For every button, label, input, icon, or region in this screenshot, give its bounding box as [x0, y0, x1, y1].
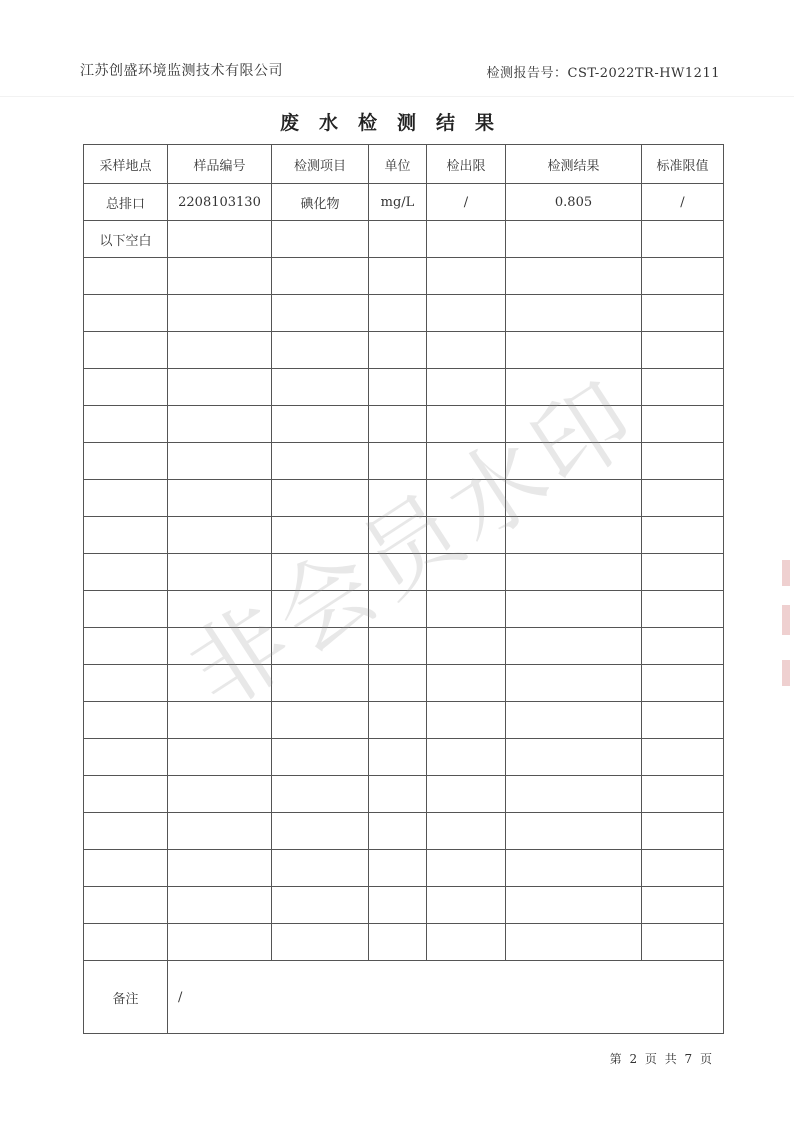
cell-test-item: 碘化物: [272, 184, 369, 221]
empty-cell: [369, 850, 427, 887]
empty-cell: [84, 776, 168, 813]
empty-cell: [642, 443, 724, 480]
empty-cell: [272, 813, 369, 850]
col-header-unit: 单位: [369, 145, 427, 184]
empty-cell: [642, 295, 724, 332]
empty-cell: [506, 480, 642, 517]
empty-cell: [84, 850, 168, 887]
empty-cell: [642, 332, 724, 369]
cell-result: 0.805: [506, 184, 642, 221]
cell-result: [506, 221, 642, 258]
empty-cell: [84, 517, 168, 554]
results-table: [83, 144, 724, 1034]
empty-cell: [84, 443, 168, 480]
empty-cell: [369, 480, 427, 517]
page-number: 第 2 页 共 7 页: [609, 1052, 714, 1066]
empty-cell: [506, 406, 642, 443]
empty-cell: [642, 887, 724, 924]
empty-cell: [369, 702, 427, 739]
empty-cell: [369, 776, 427, 813]
empty-cell: [168, 480, 272, 517]
empty-table-row: [84, 554, 724, 591]
empty-cell: [369, 332, 427, 369]
empty-cell: [272, 258, 369, 295]
empty-cell: [427, 776, 506, 813]
cell-detection-limit: /: [427, 184, 506, 221]
empty-cell: [369, 739, 427, 776]
empty-cell: [427, 702, 506, 739]
empty-cell: [272, 776, 369, 813]
empty-cell: [642, 591, 724, 628]
empty-cell: [506, 850, 642, 887]
empty-cell: [168, 406, 272, 443]
empty-cell: [642, 258, 724, 295]
empty-table-row: [84, 406, 724, 443]
empty-table-row: [84, 850, 724, 887]
empty-cell: [642, 924, 724, 961]
empty-cell: [272, 887, 369, 924]
empty-cell: [427, 258, 506, 295]
empty-cell: [84, 665, 168, 702]
col-header-sample-id: 样品编号: [168, 145, 272, 184]
empty-cell: [168, 887, 272, 924]
empty-cell: [427, 295, 506, 332]
empty-cell: [642, 739, 724, 776]
col-header-test-item: 检测项目: [272, 145, 369, 184]
empty-cell: [272, 554, 369, 591]
empty-cell: [369, 258, 427, 295]
empty-cell: [506, 924, 642, 961]
empty-cell: [427, 739, 506, 776]
empty-cell: [427, 406, 506, 443]
empty-cell: [506, 702, 642, 739]
empty-cell: [272, 443, 369, 480]
cell-unit: mg/L: [369, 184, 427, 221]
col-header-sampling-site: 采样地点: [84, 145, 168, 184]
company-name: 江苏创盛环境监测技术有限公司: [80, 63, 283, 79]
empty-table-row: [84, 924, 724, 961]
empty-cell: [272, 591, 369, 628]
empty-cell: [84, 332, 168, 369]
empty-table-row: [84, 258, 724, 295]
empty-cell: [427, 591, 506, 628]
empty-cell: [427, 850, 506, 887]
empty-cell: [642, 776, 724, 813]
empty-cell: [369, 591, 427, 628]
empty-cell: [272, 850, 369, 887]
empty-cell: [168, 591, 272, 628]
empty-cell: [168, 739, 272, 776]
remarks-label: 备注: [84, 961, 168, 1034]
empty-cell: [642, 813, 724, 850]
empty-cell: [506, 739, 642, 776]
edge-stamp-mark: [782, 560, 790, 586]
empty-cell: [84, 813, 168, 850]
cell-sample-id: 2208103130: [168, 184, 272, 221]
empty-cell: [272, 332, 369, 369]
empty-cell: [506, 665, 642, 702]
empty-cell: [642, 554, 724, 591]
empty-cell: [642, 517, 724, 554]
empty-cell: [168, 924, 272, 961]
empty-cell: [642, 406, 724, 443]
empty-cell: [506, 517, 642, 554]
empty-cell: [272, 406, 369, 443]
empty-cell: [427, 554, 506, 591]
empty-cell: [506, 591, 642, 628]
cell-detection-limit: [427, 221, 506, 258]
empty-cell: [642, 702, 724, 739]
empty-cell: [642, 369, 724, 406]
empty-cell: [168, 295, 272, 332]
empty-cell: [369, 813, 427, 850]
empty-cell: [369, 924, 427, 961]
empty-cell: [84, 258, 168, 295]
empty-cell: [84, 924, 168, 961]
cell-standard-limit: [642, 221, 724, 258]
empty-cell: [84, 369, 168, 406]
empty-table-row: [84, 480, 724, 517]
empty-cell: [84, 887, 168, 924]
empty-cell: [506, 369, 642, 406]
cell-unit: [369, 221, 427, 258]
empty-cell: [272, 369, 369, 406]
empty-table-row: [84, 628, 724, 665]
empty-cell: [506, 776, 642, 813]
edge-stamp-mark: [782, 660, 790, 686]
empty-cell: [168, 258, 272, 295]
empty-cell: [168, 443, 272, 480]
empty-cell: [506, 443, 642, 480]
cell-sampling-site: 以下空白: [84, 221, 168, 258]
header-divider: [0, 96, 794, 97]
empty-cell: [427, 369, 506, 406]
empty-cell: [369, 295, 427, 332]
empty-table-row: [84, 776, 724, 813]
table-row: [84, 221, 724, 258]
empty-cell: [272, 702, 369, 739]
empty-cell: [272, 739, 369, 776]
empty-cell: [506, 887, 642, 924]
empty-cell: [272, 924, 369, 961]
cell-sampling-site: 总排口: [84, 184, 168, 221]
empty-cell: [168, 702, 272, 739]
empty-cell: [272, 665, 369, 702]
empty-cell: [369, 369, 427, 406]
empty-cell: [168, 332, 272, 369]
empty-table-row: [84, 702, 724, 739]
report-number: 检测报告号：CST-2022TR-HW1211: [486, 66, 720, 81]
empty-cell: [427, 443, 506, 480]
empty-cell: [272, 295, 369, 332]
col-header-detection-limit: 检出限: [427, 145, 506, 184]
empty-cell: [84, 702, 168, 739]
empty-table-row: [84, 443, 724, 480]
empty-cell: [84, 406, 168, 443]
cell-test-item: [272, 221, 369, 258]
table-header-row: [84, 145, 724, 184]
empty-cell: [272, 480, 369, 517]
empty-table-row: [84, 665, 724, 702]
empty-table-row: [84, 517, 724, 554]
empty-cell: [506, 258, 642, 295]
empty-cell: [369, 443, 427, 480]
empty-cell: [168, 628, 272, 665]
empty-table-row: [84, 813, 724, 850]
col-header-standard-limit: 标准限值: [642, 145, 724, 184]
empty-cell: [427, 924, 506, 961]
empty-cell: [506, 628, 642, 665]
empty-cell: [369, 517, 427, 554]
empty-cell: [506, 813, 642, 850]
empty-cell: [272, 517, 369, 554]
empty-cell: [168, 517, 272, 554]
empty-cell: [427, 665, 506, 702]
empty-cell: [427, 332, 506, 369]
empty-cell: [506, 332, 642, 369]
empty-cell: [642, 480, 724, 517]
empty-cell: [369, 628, 427, 665]
edge-stamp-mark: [782, 605, 790, 635]
empty-cell: [427, 517, 506, 554]
remarks-row: [84, 961, 724, 1034]
empty-cell: [272, 628, 369, 665]
empty-cell: [642, 850, 724, 887]
empty-cell: [84, 739, 168, 776]
empty-cell: [84, 480, 168, 517]
cell-standard-limit: /: [642, 184, 724, 221]
empty-cell: [84, 295, 168, 332]
empty-cell: [168, 369, 272, 406]
cell-sample-id: [168, 221, 272, 258]
remarks-value: /: [168, 961, 724, 1034]
empty-cell: [84, 591, 168, 628]
empty-cell: [84, 554, 168, 591]
empty-cell: [369, 406, 427, 443]
empty-cell: [168, 850, 272, 887]
empty-cell: [427, 628, 506, 665]
empty-cell: [506, 295, 642, 332]
empty-cell: [168, 813, 272, 850]
empty-table-row: [84, 591, 724, 628]
empty-cell: [168, 665, 272, 702]
empty-table-row: [84, 295, 724, 332]
empty-cell: [369, 887, 427, 924]
table-row: [84, 184, 724, 221]
empty-cell: [427, 480, 506, 517]
empty-table-row: [84, 369, 724, 406]
empty-cell: [642, 628, 724, 665]
empty-cell: [369, 554, 427, 591]
empty-cell: [84, 628, 168, 665]
watermark: 非会员水印: [169, 358, 659, 731]
empty-cell: [168, 554, 272, 591]
empty-cell: [427, 887, 506, 924]
empty-table-row: [84, 887, 724, 924]
empty-cell: [369, 665, 427, 702]
empty-table-row: [84, 332, 724, 369]
col-header-result: 检测结果: [506, 145, 642, 184]
empty-cell: [427, 813, 506, 850]
blank-rows: [84, 258, 724, 961]
empty-cell: [168, 776, 272, 813]
empty-cell: [506, 554, 642, 591]
page-title: 废水检测结果: [279, 112, 514, 134]
empty-cell: [642, 665, 724, 702]
empty-table-row: [84, 739, 724, 776]
